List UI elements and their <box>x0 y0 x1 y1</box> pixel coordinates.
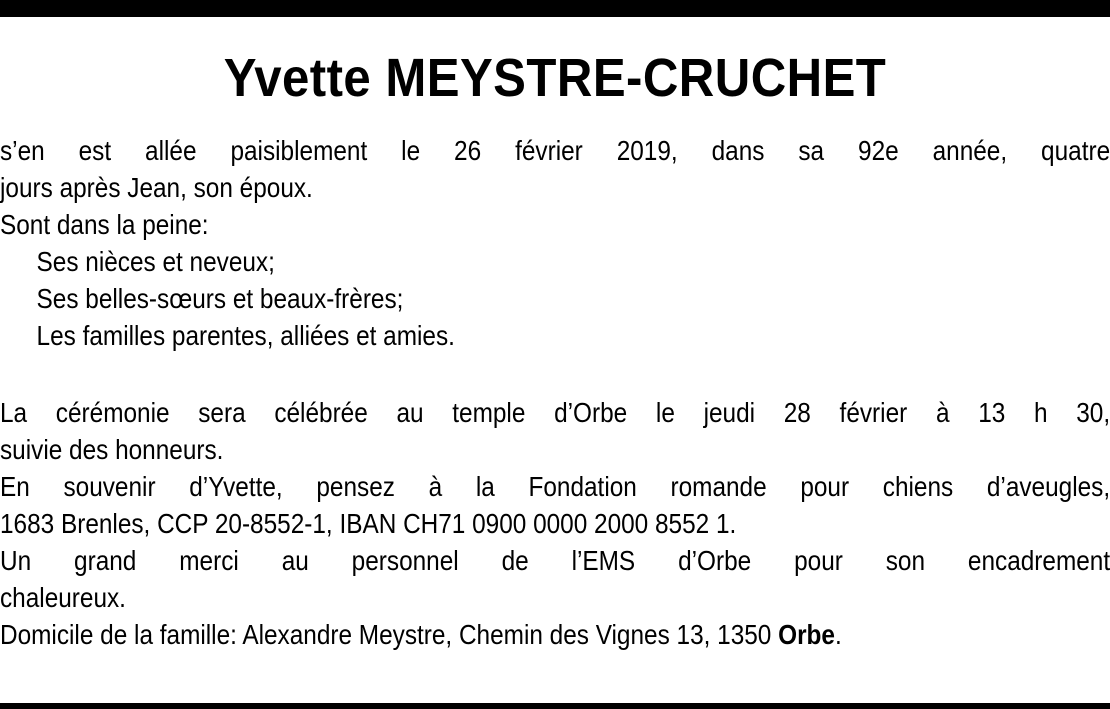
ceremony-line-1: La cérémonie sera célébrée au temple d’Orbe le jeudi 28 février à 13 h 30, <box>0 397 1110 428</box>
top-rule <box>0 0 1110 17</box>
mourner-item: Les familles parentes, alliées et amies. <box>36 320 455 351</box>
mourners-intro: Sont dans la peine: <box>0 209 209 240</box>
mourner-item: Ses belles-sœurs et beaux-frères; <box>36 283 404 314</box>
donation-line-1: En souvenir d’Yvette, pensez à la Fondation romande pour chiens d’aveugles, <box>0 471 1110 502</box>
domicile-text: Domicile de la famille: Alexandre Meystre, Chemin des Vignes 13, 1350 <box>0 619 779 650</box>
thanks-line-2: chaleureux. <box>0 582 126 613</box>
ceremony-line-2: suivie des honneurs. <box>0 434 224 465</box>
announcement-line-2: jours après Jean, son époux. <box>0 172 313 203</box>
deceased-name: Yvette MEYSTRE-CRUCHET <box>223 48 887 108</box>
domicile-end: . <box>834 619 842 650</box>
details-block <box>0 394 1110 653</box>
domicile-town: Orbe <box>778 619 835 650</box>
domicile-line <box>0 616 966 653</box>
mourner-item: Ses nièces et neveux; <box>36 246 275 277</box>
thanks-line-1: Un grand merci au personnel de l’EMS d’Orbe pour son encadrement <box>0 545 1110 576</box>
announcement-line-1: s’en est allée paisiblement le 26 février 2019, dans sa 92e année, quatre <box>0 135 1110 166</box>
donation-line-2: 1683 Brenles, CCP 20-8552-1, IBAN CH71 0900 0000 2000 8552 1. <box>0 508 737 539</box>
announcement-block <box>0 132 1110 354</box>
bottom-rule <box>0 703 1110 709</box>
